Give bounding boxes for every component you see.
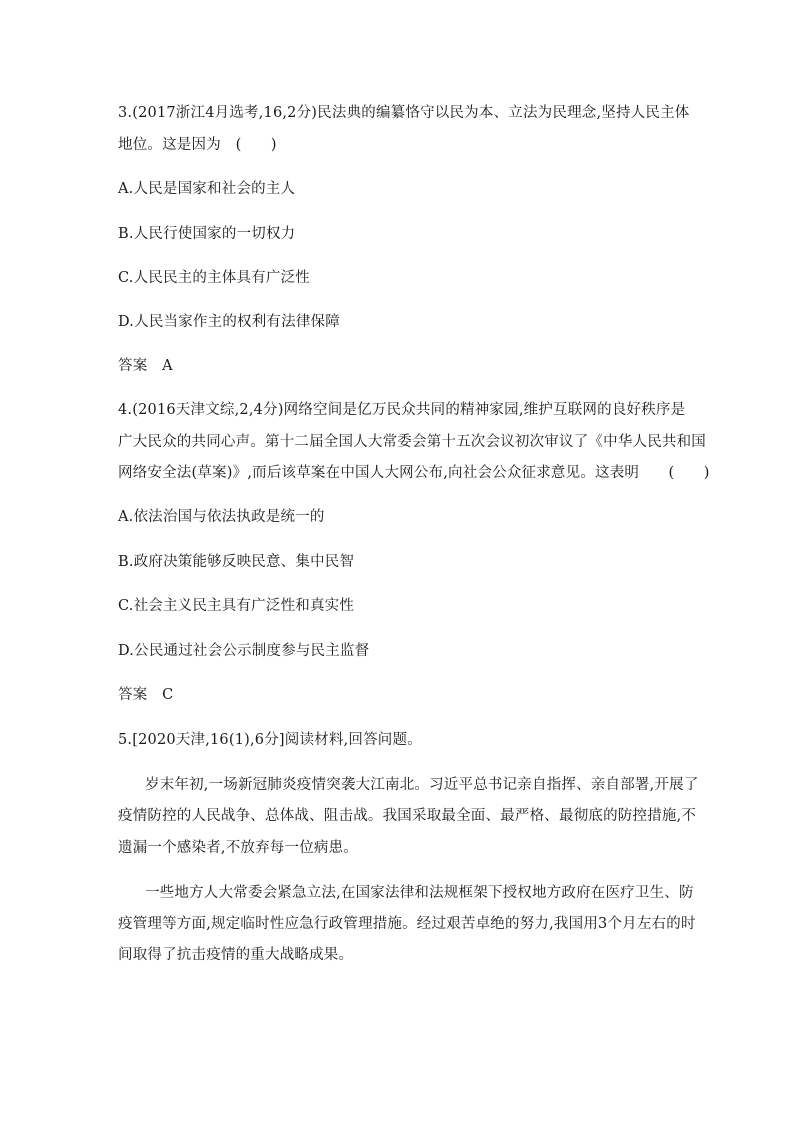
q3-answer: 答案 A bbox=[118, 358, 173, 374]
q5-para2-line-3: 间取得了抗击疫情的重大战略成果。 bbox=[118, 947, 354, 963]
q4-option-a: A.依法治国与依法执政是统一的 bbox=[118, 509, 325, 525]
q3-option-d: D.人民当家作主的权利有法律保障 bbox=[118, 314, 340, 330]
q3-stem-line-2: 地位。这是因为 ( ) bbox=[118, 137, 277, 153]
q4-stem-line-1: 4.(2016天津文综,2,4分)网络空间是亿万民众共同的精神家园,维护互联网的良好秩序是 bbox=[118, 402, 686, 418]
q3-option-b: B.人民行使国家的一切权力 bbox=[118, 226, 296, 242]
q3-stem-line-1: 3.(2017浙江4月选考,16,2分)民法典的编纂恪守以民为本、立法为民理念,坚持人民主体 bbox=[118, 105, 690, 121]
q5-para1-line-3: 遗漏一个感染者,不放弃每一位病患。 bbox=[118, 840, 359, 856]
q4-answer: 答案 C bbox=[118, 687, 174, 703]
q3-option-c: C.人民民主的主体具有广泛性 bbox=[118, 270, 310, 286]
q4-option-b: B.政府决策能够反映民意、集中民智 bbox=[118, 554, 355, 570]
q5-para2-line-2: 疫管理等方面,规定临时性应急行政管理措施。经过艰苦卓绝的努力,我国用3个月左右的时 bbox=[118, 916, 696, 932]
q4-stem-line-3: 网络安全法(草案)》,而后该草案在中国人大网公布,向社会公众征求意见。这表明 ( ) bbox=[118, 465, 710, 481]
q4-stem-line-2: 广大民众的共同心声。第十二届全国人大常委会第十五次会议初次审议了《中华人民共和国 bbox=[118, 434, 706, 450]
q4-option-d: D.公民通过社会公示制度参与民主监督 bbox=[118, 643, 370, 659]
q5-para2-line-1: 一些地方人大常委会紧急立法,在国家法律和法规框架下授权地方政府在医疗卫生、防 bbox=[145, 885, 694, 901]
q3-option-a: A.人民是国家和社会的主人 bbox=[118, 181, 296, 197]
q5-stem: 5.[2020天津,16(1),6分]阅读材料,回答问题。 bbox=[118, 732, 422, 748]
q5-para1-line-1: 岁末年初,一场新冠肺炎疫情突袭大江南北。习近平总书记亲自指挥、亲自部署,开展了 bbox=[145, 777, 699, 793]
q5-para1-line-2: 疫情防控的人民战争、总体战、阻击战。我国采取最全面、最严格、最彻底的防控措施,不 bbox=[118, 808, 697, 824]
q4-option-c: C.社会主义民主具有广泛性和真实性 bbox=[118, 598, 355, 614]
